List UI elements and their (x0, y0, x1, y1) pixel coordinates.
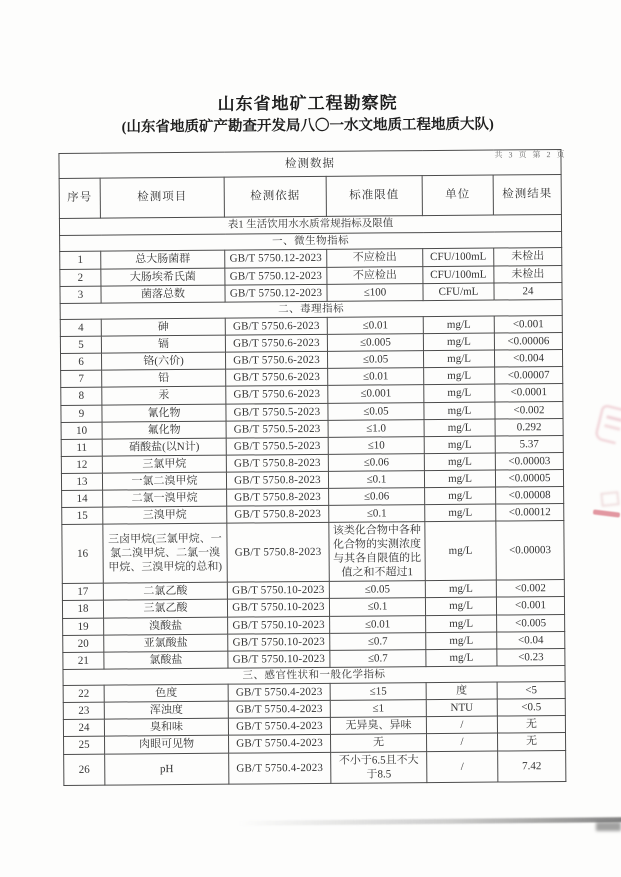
cell-index: 1 (60, 252, 101, 269)
cell-item: 铬(六价) (101, 352, 225, 370)
cell-unit: mg/L (424, 436, 495, 454)
cell-item: 氰化物 (102, 404, 226, 422)
cell-limit: ≤100 (327, 283, 423, 301)
cell-result: <0.002 (495, 401, 563, 419)
cell-limit: ≤0.1 (328, 470, 424, 488)
cell-method: GB/T 5750.4-2023 (229, 735, 331, 753)
cell-method: GB/T 5750.8-2023 (227, 488, 329, 506)
cell-index: 6 (61, 353, 102, 370)
section-title: 二、毒理指标 (60, 299, 562, 319)
cell-result: <5 (497, 682, 565, 700)
cell-result: <0.00005 (495, 469, 563, 487)
cell-result: <0.00003 (496, 521, 564, 581)
cell-item: 菌落总数 (101, 285, 225, 303)
cell-method: GB/T 5750.6-2023 (225, 335, 327, 353)
cell-item: 氯酸盐 (104, 651, 228, 669)
cell-index: 2 (60, 269, 101, 286)
cell-item: 硝酸盐(以N计) (102, 438, 226, 456)
cell-method: GB/T 5750.6-2023 (226, 369, 328, 387)
cell-limit: 不应检出 (327, 266, 423, 284)
cell-result: 无 (497, 716, 565, 734)
cell-unit: mg/L (424, 367, 495, 385)
cell-result: 无 (497, 733, 565, 751)
cell-method: GB/T 5750.5-2023 (226, 437, 328, 455)
cell-index: 21 (63, 652, 104, 669)
cell-limit: 无异臭、异味 (330, 717, 426, 735)
cell-limit: ≤0.06 (329, 487, 425, 505)
cell-limit: 不应检出 (327, 249, 423, 267)
cell-method: GB/T 5750.10-2023 (228, 650, 330, 668)
cell-limit: 该类化合物中各种化合物的实测浓度与其各自限值的比值之和不超过1 (329, 522, 425, 582)
cell-unit: mg/L (425, 597, 496, 615)
cell-index: 9 (61, 405, 102, 422)
cell-result: <0.00012 (496, 503, 564, 521)
cell-index: 3 (60, 286, 101, 303)
cell-item: 肉眼可见物 (105, 736, 229, 754)
cell-limit: ≤15 (330, 683, 426, 701)
cell-unit: / (426, 716, 497, 734)
cell-limit: ≤0.06 (328, 453, 424, 471)
cell-method: GB/T 5750.10-2023 (227, 599, 329, 617)
column-header-unit: 单位 (422, 175, 493, 216)
cell-limit: ≤0.005 (327, 334, 423, 352)
cell-index: 18 (62, 601, 103, 618)
table-row (64, 750, 566, 785)
cell-result: 7.42 (498, 750, 566, 782)
cell-limit: ≤0.7 (330, 649, 426, 667)
cell-index: 26 (64, 754, 105, 785)
cell-item: 大肠埃希氏菌 (101, 268, 225, 286)
cell-result: <0.23 (497, 648, 565, 666)
cell-item: 臭和味 (104, 718, 228, 736)
cell-result: 24 (494, 282, 562, 300)
cell-method: GB/T 5750.4-2023 (228, 718, 330, 736)
cell-result: <0.00006 (494, 333, 562, 351)
cell-method: GB/T 5750.12-2023 (225, 267, 327, 285)
column-header-row (59, 175, 561, 219)
cell-index: 20 (63, 635, 104, 652)
cell-index: 13 (61, 473, 102, 490)
cell-method: GB/T 5750.6-2023 (225, 352, 327, 370)
cell-unit: / (427, 751, 498, 783)
cell-result: 5.37 (495, 435, 563, 453)
org-subtitle: (山东省地质矿产勘查开发局八〇一水文地质工程地质大队) (121, 116, 494, 136)
cell-limit: ≤1.0 (328, 419, 424, 437)
cell-index: 14 (62, 490, 103, 507)
cell-item: 总大肠菌群 (101, 251, 225, 269)
cell-item: 三氯乙酸 (103, 600, 227, 618)
cell-index: 10 (61, 422, 102, 439)
cell-index: 24 (63, 719, 104, 736)
cell-index: 8 (61, 388, 102, 405)
cell-limit: ≤0.05 (328, 402, 424, 420)
cell-method: GB/T 5750.6-2023 (226, 386, 328, 404)
cell-method: GB/T 5750.8-2023 (227, 522, 329, 582)
cell-unit: CFU/100mL (423, 248, 494, 266)
section-title: 一、微生物指标 (60, 232, 562, 252)
org-title: 山东省地矿工程勘察院 (217, 93, 398, 114)
cell-item: 铅 (102, 370, 226, 388)
cell-limit: ≤0.001 (328, 385, 424, 403)
cell-limit: 无 (331, 734, 427, 752)
section-title: 三、感官性状和一般化学指标 (63, 665, 565, 685)
cell-result: <0.001 (496, 597, 564, 615)
cell-unit: mg/L (425, 487, 496, 505)
cell-index: 25 (64, 737, 105, 754)
cell-limit: ≤0.05 (327, 351, 423, 369)
table-row (62, 521, 564, 584)
page-marker: 共 3 页 第 2 页 (494, 149, 567, 160)
cell-result: <0.005 (497, 614, 565, 632)
cell-item: 氟化物 (102, 421, 226, 439)
cell-unit: mg/L (424, 419, 495, 437)
cell-result: 未检出 (494, 265, 562, 283)
test-data-table (58, 149, 566, 786)
column-header-result: 检测结果 (493, 175, 561, 216)
cell-method: GB/T 5750.6-2023 (225, 317, 327, 335)
cell-result: <0.001 (494, 316, 562, 334)
cell-method: GB/T 5750.8-2023 (226, 471, 328, 489)
cell-item: 汞 (102, 387, 226, 405)
cell-item: 二氯乙酸 (103, 583, 227, 601)
cell-limit: ≤0.1 (329, 598, 425, 616)
cell-item: 溴酸盐 (104, 617, 228, 635)
cell-item: pH (105, 753, 229, 785)
table-subcaption: 表1 生活饮用水水质常规指标及限值 (59, 215, 561, 236)
cell-index: 15 (62, 507, 103, 524)
cell-unit: CFU/mL (423, 283, 494, 301)
cell-limit: ≤0.01 (330, 615, 426, 633)
cell-index: 22 (63, 685, 104, 702)
cell-index: 12 (61, 456, 102, 473)
cell-result: 0.292 (495, 418, 563, 436)
cell-unit: mg/L (425, 504, 496, 522)
cell-result: <0.5 (497, 699, 565, 717)
cell-unit: mg/L (423, 350, 494, 368)
cell-index: 23 (63, 702, 104, 719)
cell-method: GB/T 5750.4-2023 (228, 684, 330, 702)
cell-index: 5 (60, 336, 101, 353)
cell-item: 三溴甲烷 (103, 506, 227, 524)
cell-unit: CFU/100mL (423, 266, 494, 284)
cell-unit: mg/L (426, 615, 497, 633)
table-caption: 检测数据 (59, 150, 561, 179)
cell-index: 19 (63, 618, 104, 635)
document-header (0, 0, 618, 140)
cell-item: 镉 (101, 335, 225, 353)
cell-method: GB/T 5750.4-2023 (228, 701, 330, 719)
cell-limit: ≤10 (328, 436, 424, 454)
cell-index: 7 (61, 370, 102, 387)
cell-unit: mg/L (425, 580, 496, 598)
scan-edge-shadow-corner (596, 822, 621, 831)
cell-result: <0.04 (497, 631, 565, 649)
cell-method: GB/T 5750.12-2023 (225, 284, 327, 302)
cell-method: GB/T 5750.5-2023 (226, 420, 328, 438)
cell-item: 二氯一溴甲烷 (103, 489, 227, 507)
cell-item: 浑浊度 (104, 701, 228, 719)
cell-result: 未检出 (494, 248, 562, 266)
cell-method: GB/T 5750.5-2023 (226, 403, 328, 421)
scan-edge-shadow (238, 817, 621, 826)
cell-result: <0.00008 (496, 486, 564, 504)
cell-unit: mg/L (426, 649, 497, 667)
cell-result: <0.004 (494, 350, 562, 368)
cell-result: <0.002 (496, 580, 564, 598)
cell-unit: mg/L (424, 470, 495, 488)
table-body (60, 232, 566, 786)
column-header-limit: 标准限值 (326, 176, 422, 217)
cell-result: <0.00007 (495, 367, 563, 385)
cell-item: 三氯甲烷 (102, 455, 226, 473)
cell-index: 17 (62, 583, 103, 600)
cell-item: 三卤甲烷(三氯甲烷、一氯二溴甲烷、二氯一溴甲烷、三溴甲烷的总和) (103, 523, 227, 583)
cell-limit: ≤0.01 (328, 368, 424, 386)
cell-method: GB/T 5750.10-2023 (227, 582, 329, 600)
cell-item: 色度 (104, 684, 228, 702)
cell-method: GB/T 5750.10-2023 (228, 616, 330, 634)
cell-unit: / (426, 733, 497, 751)
cell-unit: mg/L (424, 384, 495, 402)
cell-item: 亚氯酸盐 (104, 634, 228, 652)
cell-unit: mg/L (423, 333, 494, 351)
cell-unit: mg/L (426, 632, 497, 650)
cell-result: <0.0001 (495, 384, 563, 402)
cell-limit: ≤0.01 (327, 317, 423, 335)
cell-index: 16 (62, 524, 103, 584)
cell-item: 砷 (101, 318, 225, 336)
cell-unit: mg/L (424, 402, 495, 420)
cell-index: 11 (61, 439, 102, 456)
cell-limit: ≤0.7 (330, 632, 426, 650)
column-header-method: 检测依据 (224, 176, 326, 217)
cell-index: 4 (60, 319, 101, 336)
cell-unit: NTU (426, 699, 497, 717)
column-header-index: 序号 (59, 178, 100, 218)
cell-limit: 不小于6.5且不大于8.5 (331, 751, 427, 783)
cell-limit: ≤0.1 (329, 505, 425, 523)
cell-method: GB/T 5750.8-2023 (226, 454, 328, 472)
cell-item: 一氯二溴甲烷 (102, 472, 226, 490)
cell-limit: ≤1 (330, 700, 426, 718)
cell-limit: ≤0.05 (329, 581, 425, 599)
cell-method: GB/T 5750.4-2023 (229, 752, 331, 784)
cell-unit: mg/L (424, 453, 495, 471)
column-header-item: 检测项目 (100, 177, 224, 218)
cell-unit: mg/L (423, 316, 494, 334)
cell-result: <0.00003 (495, 452, 563, 470)
cell-method: GB/T 5750.12-2023 (225, 250, 327, 268)
cell-method: GB/T 5750.8-2023 (227, 505, 329, 523)
cell-unit: 度 (426, 682, 497, 700)
cell-unit: mg/L (425, 521, 496, 581)
cell-method: GB/T 5750.10-2023 (228, 633, 330, 651)
